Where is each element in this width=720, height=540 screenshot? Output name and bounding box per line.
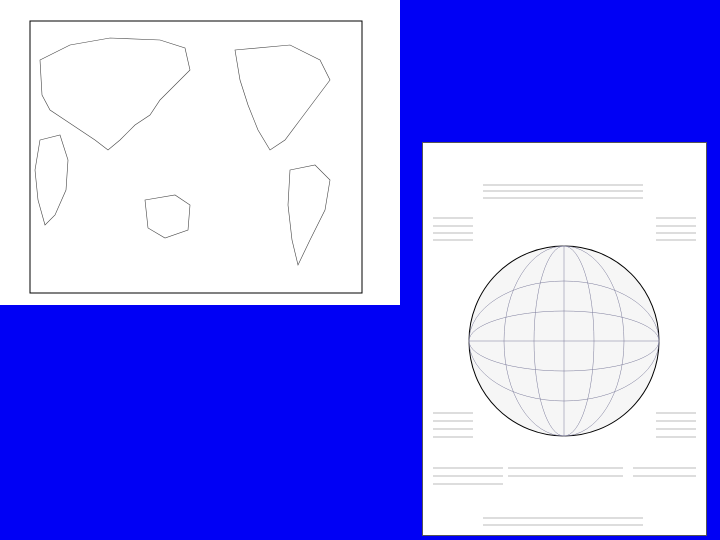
slide-title [430, 40, 710, 58]
eclipse-globe-svg [423, 143, 706, 535]
seismicity-map [0, 0, 400, 305]
depth-scale [0, 0, 400, 305]
eclipse-map-panel [422, 142, 707, 536]
